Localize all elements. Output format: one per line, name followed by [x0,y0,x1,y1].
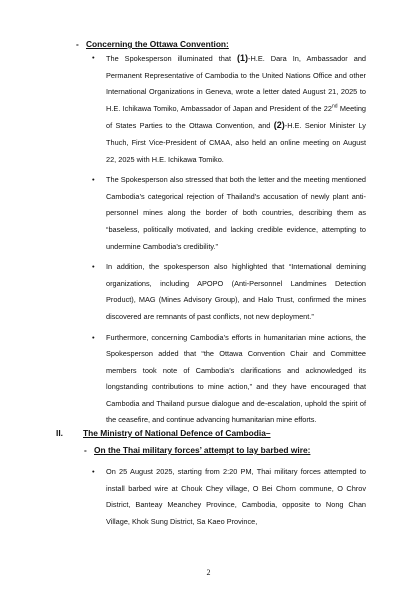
dash-marker: - [84,445,87,455]
bullet-icon: • [92,467,95,476]
list-item [92,50,366,168]
bullet-icon: • [92,262,95,272]
paragraph-text: On 25 August 2025, starting from 2:20 PM, Thai military forces attempted to install barbed wire at Chouk Chey village, O Bei Chorn commune, O Chrov District, Banteay Meanchey Province, Cambodia, opposite to Nong Chan Village, Khok Sung District, Sa Kaeo Province, [106,467,366,526]
dash-marker: - [76,39,79,49]
bullet-icon: • [92,53,95,62]
bullet-icon: • [92,175,95,185]
paragraph-text: The Spokesperson illuminated that (1)-H.E. Dara In, Ambassador and Permanent Representative of Cambodia to the United Nations Office and other International Organizations in Geneva, wrote a letter dated August 21, 2025 to H.E. Ichikawa Tomiko, Ambassador of Japan and President of the 22nd Meeting of States Parties to the Ottawa Convention, and (2)-H.E. Senior Minister Ly Thuch, First Vice-President of CMAA, also held an online meeting on August 22, 2025 with H.E. Ichikawa Tomiko. [106,53,367,164]
paragraph-text: The Spokesperson also stressed that both the letter and the meeting mentioned Cambodia’s categorical rejection of Thailand’s accusation of newly plant anti-personnel mines along the border of both countries, describing them as “baseless, politically motivated, and lacking credible evidence, attempting to undermine Cambodia’s credibility.” [106,175,366,251]
bullet-list-ottawa [92,50,366,433]
list-item [92,464,366,530]
section-numeral: II. [56,428,63,438]
section-heading [56,428,271,439]
bullet-icon: • [92,332,95,342]
list-item [92,259,366,325]
subheading-barbed-wire [84,445,310,456]
list-item [92,330,366,430]
section-title: The Ministry of National Defence of Cambodia– [83,428,271,438]
subheading-ottawa [76,39,229,50]
paragraph-text: In addition, the spokesperson also highlighted that “International demining organizations, including APOPO (Anti-Personnel Landmines Detection Product), MAG (Mines Advisory Group), and Halo Trust, confirmed the mines discovered are remnants of past conflicts, not new deployment.” [106,262,366,321]
subheading-text: On the Thai military forces’ attempt to lay barbed wire: [94,445,311,455]
page-number: 2 [206,568,211,577]
list-item [92,172,366,255]
paragraph-text: Furthermore, concerning Cambodia’s efforts in humanitarian mine actions, the Spokesperson added that “the Ottawa Convention Chair and Committee members took note of Cambodia’s clarifications and acknowledged its longstanding contributions to mine action,” and they have encouraged that Cambodia and Thailand pursue dialogue and de-escalation, uphold the spirit of the ceasefire, and continue advancing humanitarian mine efforts. [106,332,366,425]
subheading-text: Concerning the Ottawa Convention: [86,39,229,49]
bullet-list-barbed-wire [92,464,366,534]
